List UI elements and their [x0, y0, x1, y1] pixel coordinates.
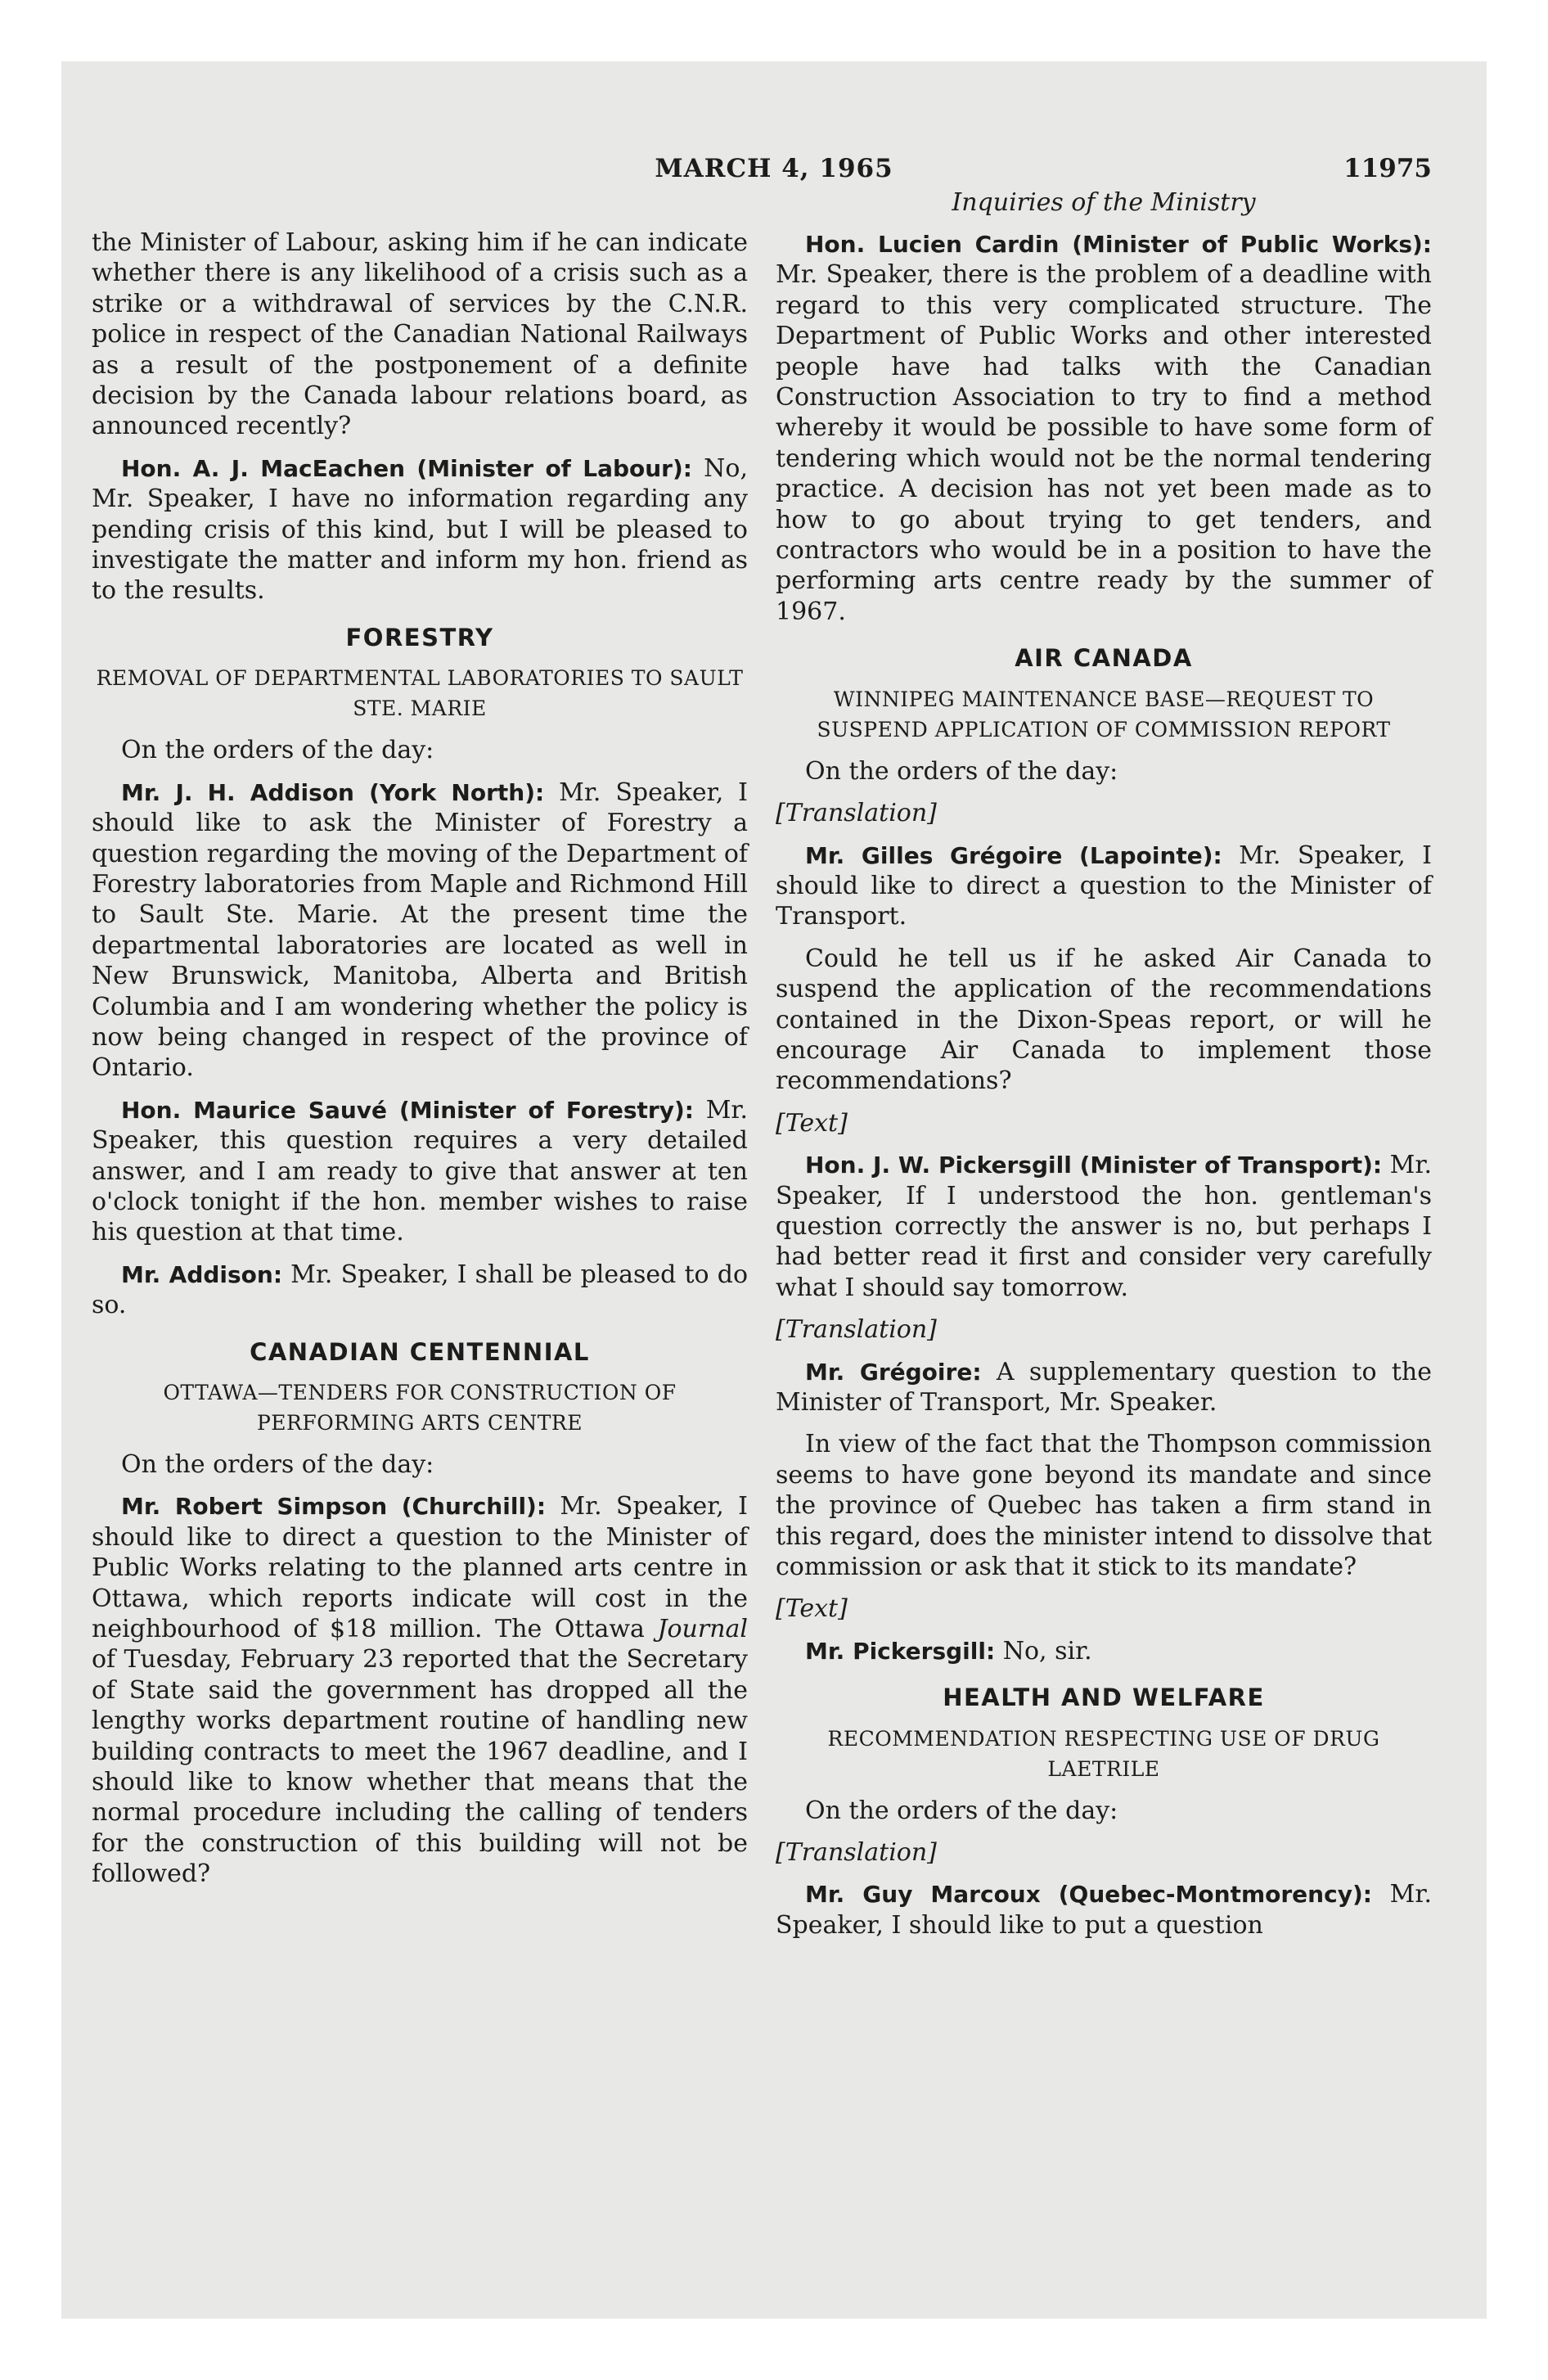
paragraph: On the orders of the day: — [805, 756, 1118, 786]
speaker-name: Mr. Robert Simpson (Churchill): — [121, 1493, 547, 1521]
section-subheading: OTTAWA—TENDERS FOR CONSTRUCTION OF PERFORMING ARTS CENTRE — [163, 1381, 677, 1435]
speaker-name: Hon. A. J. MacEachen (Minister of Labour): — [121, 454, 692, 482]
section-subheading: RECOMMENDATION RESPECTING USE OF DRUG LAETRILE — [827, 1726, 1380, 1781]
translation-marker: [Translation] — [776, 1315, 937, 1345]
speaker-name: Hon. Maurice Sauvé (Minister of Forestry): — [121, 1096, 694, 1124]
paragraph: On the orders of the day: — [121, 736, 434, 765]
speaker-name: Mr. Grégoire: — [805, 1358, 982, 1386]
speaker-name: Hon. Lucien Cardin (Minister of Public Works): — [805, 231, 1432, 258]
section-heading: FORESTRY — [345, 623, 494, 651]
paragraph: Could he tell us if he asked Air Canada to suspend the application of the recommendations contained in the Dixon-Speas report, or will he encourage Air Canada to implement those recommendations? — [776, 944, 1432, 1096]
newspaper-title: Journal — [657, 1615, 748, 1644]
speech-text: A supplementary question to the Minister of Transport, Mr. Speaker. — [776, 1357, 1433, 1417]
left-column — [92, 228, 748, 1901]
text-marker: [Text] — [776, 1108, 848, 1138]
section-heading: HEALTH AND WELFARE — [943, 1684, 1265, 1712]
paragraph — [776, 1636, 1432, 1666]
speech-text: Mr. Speaker, there is the problem of a deadline with regard to this very complicated structure. The Department of Public Works and other interested people have had talks with the Canadian Construction Association to try to find a method whereby it would be possible to have some form of tendering which would not be the normal tendering practice. A decision has not yet been made as to how to go about trying to get tenders, and contractors who would be in a position to have the performing arts centre ready by the summer of 1967. — [776, 260, 1432, 626]
speech-text: Mr. Speaker, I should like to put a question — [776, 1880, 1432, 1940]
speaker-name: Mr. Addison: — [121, 1260, 283, 1288]
page-number: 11975 — [1343, 154, 1432, 183]
speech-text: No, Mr. Speaker, I have no information regarding any pending crisis of this kind, but I will be pleased to investigate the matter and inform my hon. friend as to the results. — [92, 453, 749, 606]
speech-text: Mr. Speaker, If I understood the hon. gentleman's question correctly the answer is no, but perhaps I had better read it first and consider very carefully what I should say tomorrow. — [776, 1151, 1432, 1302]
paragraph — [776, 1357, 1432, 1418]
paragraph — [92, 1491, 748, 1889]
paragraph: the Minister of Labour, asking him if he can indicate whether there is any likelihood of a crisis such as a strike or a withdrawal of services by the C.N.R. police in respect of the Canadian National Railways as a result of the postponement of a definite decision by the Canada labour relations board, as announced recently? — [92, 228, 748, 441]
speech-text: Mr. Speaker, this question requires a very detailed answer, and I am ready to give that answer at ten o'clock tonight if the hon. member wishes to raise his question at that time. — [92, 1095, 748, 1247]
page-date: MARCH 4, 1965 — [655, 154, 893, 183]
speech-text: Mr. Speaker, I should like to direct a question to the Minister of Transport. — [776, 841, 1432, 931]
speaker-name: Mr. J. H. Addison (York North): — [121, 778, 545, 806]
section-subheading: WINNIPEG MAINTENANCE BASE—REQUEST TO SUSPEND APPLICATION OF COMMISSION REPORT — [817, 687, 1391, 741]
speech-text: of Tuesday, February 23 reported that the Secretary of State said the government has dropped all the lengthy works department routine of handling new building contracts to meet the 1967 deadline, and I should like to know whether that means that the normal procedure including the calling of tenders for the construction of this building will not be followed? — [92, 1645, 748, 1889]
speaker-name: Mr. Guy Marcoux (Quebec-Montmorency): — [805, 1881, 1372, 1909]
running-head: Inquiries of the Ministry — [952, 188, 1256, 217]
paragraph: In view of the fact that the Thompson commission seems to have gone beyond its mandate and since the province of Quebec has taken a firm stand in this regard, does the minister intend to dissolve that commission or ask that it stick to its mandate? — [776, 1430, 1432, 1582]
translation-marker: [Translation] — [776, 799, 937, 828]
paragraph — [92, 453, 748, 606]
paragraph — [776, 1879, 1432, 1941]
speech-text: Mr. Speaker, I shall be pleased to do so. — [92, 1260, 748, 1320]
text-marker: [Text] — [776, 1594, 848, 1624]
section-heading: CANADIAN CENTENNIAL — [250, 1337, 590, 1366]
right-column — [776, 229, 1432, 1952]
translation-marker: [Translation] — [776, 1838, 937, 1868]
paragraph — [776, 841, 1432, 932]
paragraph — [92, 1260, 748, 1321]
speech-text: Mr. Speaker, I should like to direct a question to the Minister of Public Works relating to the planned arts centre in Ottawa, which reports indicate will cost in the neighbourhood of $18 million. The Ottawa — [92, 1492, 748, 1644]
paragraph — [776, 229, 1432, 627]
speaker-name: Mr. Gilles Grégoire (Lapointe): — [805, 841, 1222, 869]
paragraph: On the orders of the day: — [805, 1796, 1118, 1825]
speech-text: Mr. Speaker, I should like to ask the Minister of Forestry a question regarding the moving of the Department of Forestry laboratories from Maple and Richmond Hill to Sault Ste. Marie. At the present time the departmental laboratories are located as well in New Brunswick, Manitoba, Alberta and British Columbia and I am wondering whether the policy is now being changed in respect of the province of Ontario. — [92, 778, 748, 1083]
paragraph — [776, 1150, 1432, 1303]
paragraph: On the orders of the day: — [121, 1450, 434, 1479]
paragraph — [92, 1095, 748, 1248]
section-heading: AIR CANADA — [1015, 644, 1193, 673]
section-subheading: REMOVAL OF DEPARTMENTAL LABORATORIES TO SAULT STE. MARIE — [96, 666, 744, 721]
speech-text: No, sir. — [995, 1636, 1092, 1666]
paragraph — [92, 778, 748, 1084]
speaker-name: Hon. J. W. Pickersgill (Minister of Transport): — [805, 1152, 1383, 1179]
speaker-name: Mr. Pickersgill: — [805, 1637, 996, 1665]
